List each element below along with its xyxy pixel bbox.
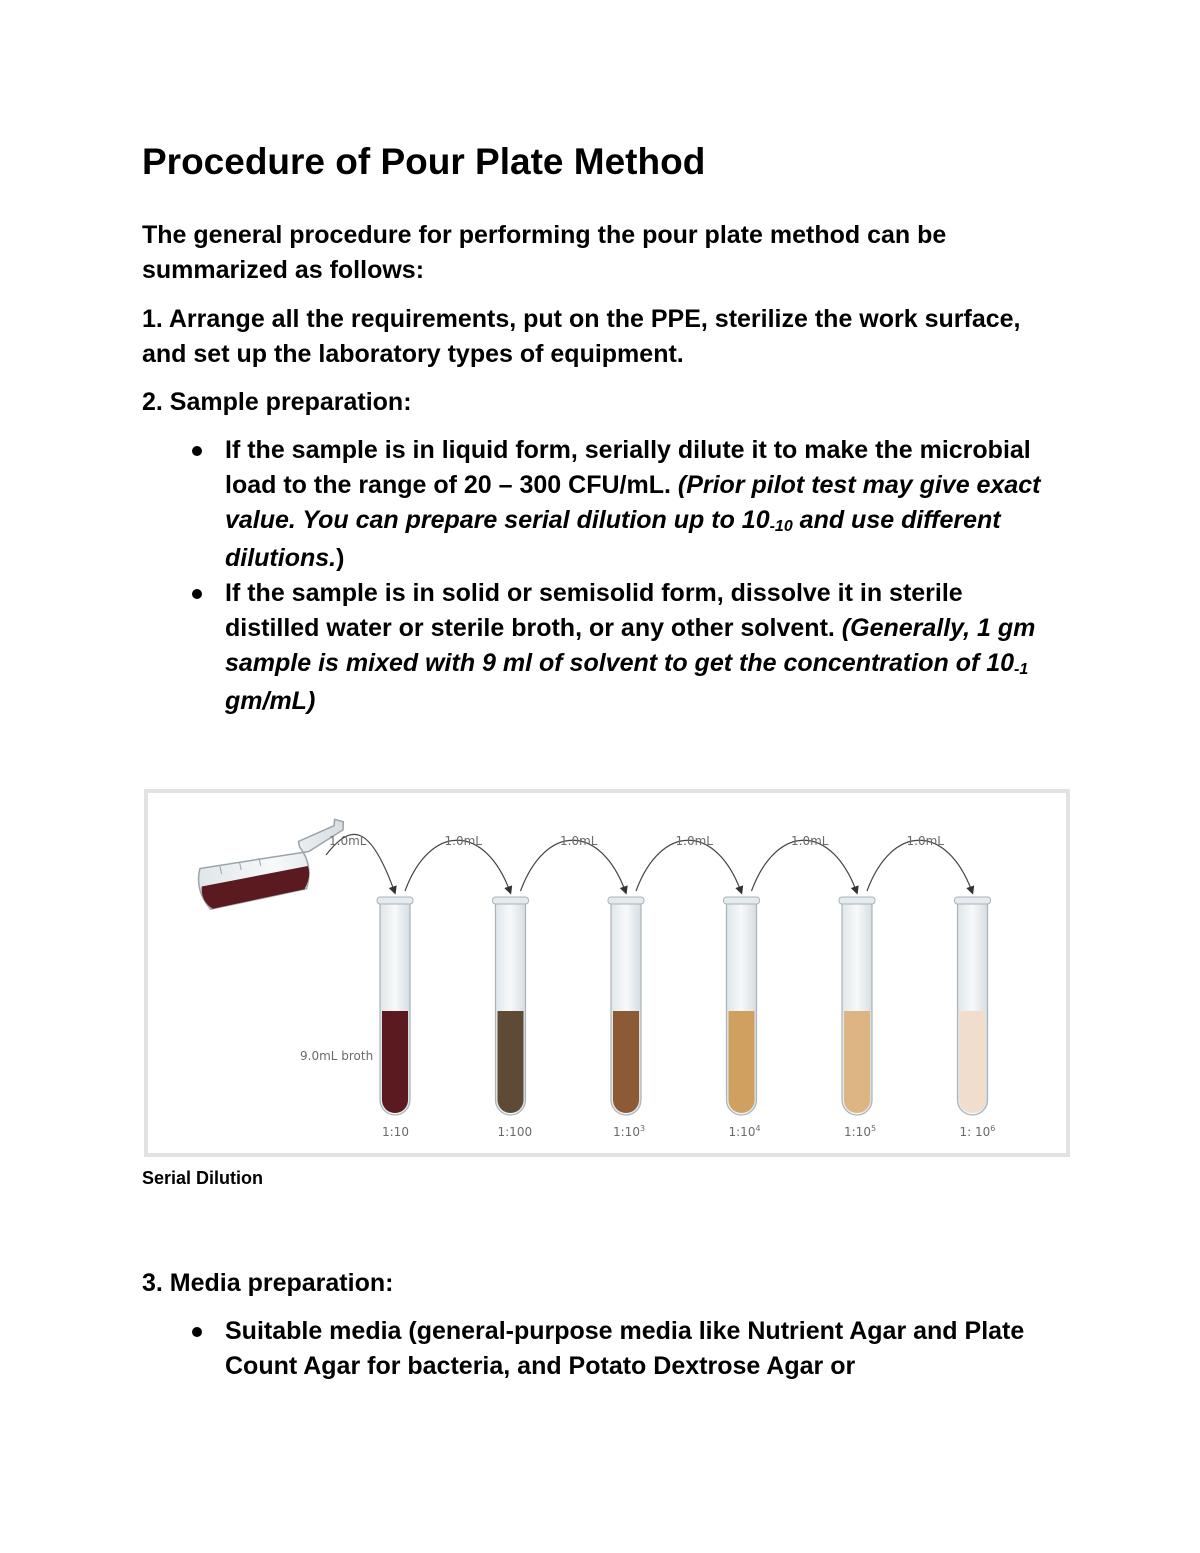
figure-caption: Serial Dilution: [142, 1168, 264, 1188]
step-1-paragraph: 1. Arrange all the requirements, put on the PPE, sterilize the work surface, and set up the laboratory types of equipment.: [142, 305, 1021, 368]
transfer-volume-label: 1.0mL: [675, 834, 713, 848]
transfer-arrow: [521, 840, 627, 893]
tube-rim: [839, 897, 875, 904]
serial-dilution-diagram: [148, 793, 1066, 1153]
tube-liquid: [382, 1011, 408, 1113]
tube-liquid: [498, 1011, 524, 1113]
bullet-text: Suitable media (general-purpose media like Nutrient Agar and Plate Count Agar for bacteria, and Potato Dextrose Agar or: [225, 1317, 1025, 1380]
list-item: [190, 1314, 1060, 1384]
dilution-ratio-label: 1:10: [382, 1125, 409, 1139]
note-text: and use different dilutions.: [225, 506, 1001, 572]
exponent: -1: [1014, 661, 1029, 678]
test-tube-5: [839, 897, 876, 1139]
test-tube-2: [493, 897, 533, 1139]
bullet-icon: [192, 589, 202, 599]
dilution-ratio-label: $1:10^3$: [613, 1124, 646, 1139]
tube-liquid: [844, 1011, 870, 1113]
test-tubes: [377, 897, 995, 1139]
note-text: (Prior pilot test may give exact value. You can prepare serial dilution up to 10: [225, 471, 1041, 534]
exponent: -10: [769, 518, 793, 535]
transfer-volume-label: 1.0mL: [906, 834, 944, 848]
transfer-arrow: [867, 840, 973, 893]
transfer-arrow: [636, 840, 742, 893]
test-tube-1: [377, 897, 413, 1139]
tube-rim: [377, 897, 413, 904]
intro-paragraph: The general procedure for performing the pour plate method can be summarized as follows:: [142, 221, 947, 284]
dilution-ratio-label: 1: $10^6$: [959, 1124, 996, 1139]
tube-rim: [493, 897, 529, 904]
transfer-volume-label: 1.0mL: [791, 834, 829, 848]
test-tube-4: [724, 897, 761, 1139]
media-preparation-list: [190, 1314, 1060, 1384]
flask-icon: [191, 818, 355, 911]
note-close: ): [336, 544, 345, 572]
note-text: (Generally, 1 gm sample is mixed with 9 ml of solvent to get the concentration of 10: [225, 614, 1036, 677]
sample-preparation-list: [190, 433, 1060, 719]
transfer-arrow: [405, 840, 511, 893]
step-3-heading: 3. Media preparation:: [142, 1269, 394, 1297]
bullet-text: If the sample is in solid or semisolid form, dissolve it in sterile distilled water or sterile broth, or any other solvent.: [225, 579, 963, 642]
tube-liquid: [729, 1011, 755, 1113]
transfer-volume-label: 1.0mL: [444, 834, 482, 848]
list-item: [190, 433, 1060, 576]
bullet-icon: [192, 1327, 202, 1337]
dilution-ratio-label: $1:10^4$: [728, 1124, 761, 1139]
list-item: [190, 576, 1060, 719]
step-2-heading: 2. Sample preparation:: [142, 388, 412, 416]
bullet-icon: [192, 446, 202, 456]
test-tube-6: [955, 897, 996, 1139]
serial-dilution-figure: [144, 789, 1070, 1157]
tube-rim: [724, 897, 760, 904]
test-tube-3: [608, 897, 645, 1139]
page-title: Procedure of Pour Plate Method: [142, 141, 706, 182]
transfer-volume-label: 1.0mL: [329, 834, 367, 848]
tube-rim: [955, 897, 991, 904]
transfer-arrow: [752, 840, 858, 893]
dilution-ratio-label: $1:10^5$: [844, 1124, 877, 1139]
tube-liquid: [613, 1011, 639, 1113]
note-text: gm/mL): [225, 687, 316, 715]
transfer-volume-label: 1.0mL: [560, 834, 598, 848]
dilution-ratio-label: 1:100: [497, 1125, 533, 1139]
tube-liquid: [960, 1011, 986, 1113]
broth-label: 9.0mL broth: [300, 1049, 374, 1063]
bullet-text: If the sample is in liquid form, serially dilute it to make the microbial load to the range of 20 – 300 CFU/mL.: [225, 436, 1031, 499]
tube-rim: [608, 897, 644, 904]
transfer-arrows: [326, 834, 973, 893]
